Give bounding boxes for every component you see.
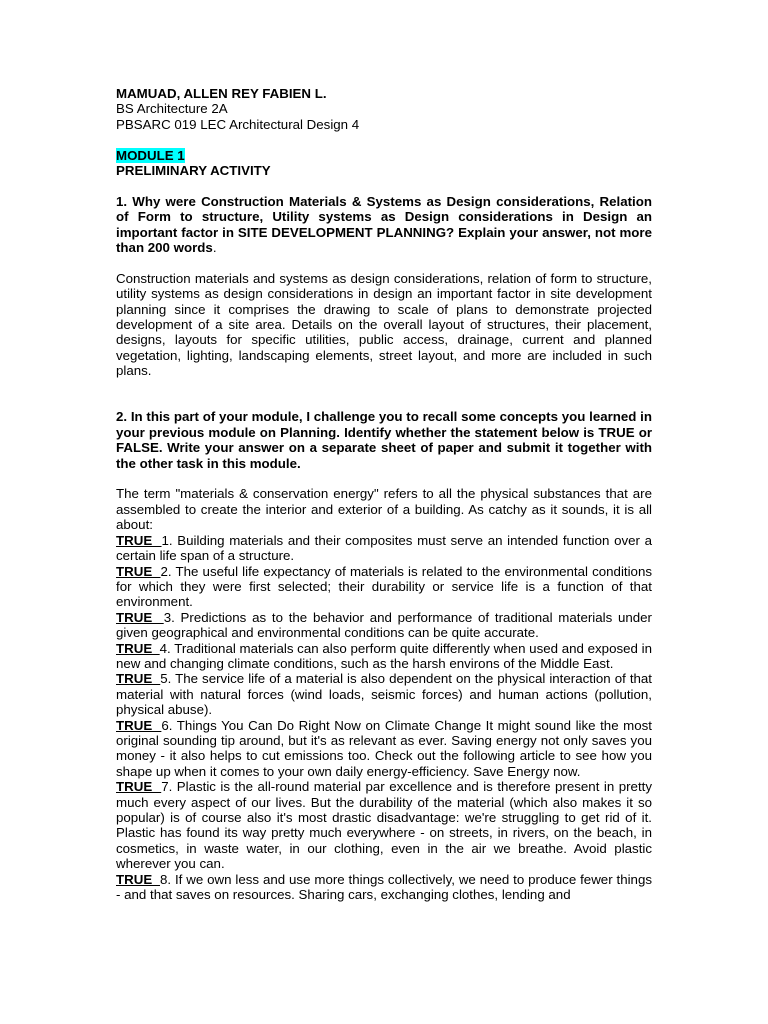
list-item bbox=[116, 718, 652, 780]
item-answer: TRUE bbox=[116, 640, 160, 656]
spacer bbox=[116, 394, 652, 409]
question-2-intro: The term "materials & conservation energy" refers to all the physical substances that are assembled to create the interior and exterior of a building. As catchy as it sounds, it is all about: bbox=[116, 486, 652, 533]
spacer bbox=[116, 132, 652, 147]
list-item bbox=[116, 641, 652, 672]
student-program: BS Architecture 2A bbox=[116, 101, 228, 117]
item-text: 4. Traditional materials can also perform quite differently when used and exposed in new and changing climate conditions, such as the harsh environs of the Middle East. bbox=[116, 640, 652, 671]
list-item bbox=[116, 779, 652, 871]
list-item bbox=[116, 671, 652, 717]
item-answer: TRUE bbox=[116, 532, 162, 548]
list-item bbox=[116, 610, 652, 641]
item-text: 1. Building materials and their composites must serve an intended function over a certain life span of a structure. bbox=[116, 532, 652, 564]
item-answer: TRUE bbox=[116, 671, 161, 687]
course-title: PBSARC 019 LEC Architectural Design 4 bbox=[116, 116, 360, 132]
document-content bbox=[116, 86, 652, 902]
student-name: MAMUAD, ALLEN REY FABIEN L. bbox=[116, 86, 327, 101]
item-answer: TRUE bbox=[116, 609, 164, 625]
item-answer: TRUE bbox=[116, 563, 161, 579]
item-text: 8. If we own less and use more things collectively, we need to produce fewer things - and that saves on resources. Sharing cars, exchanging clothes, lending and bbox=[116, 871, 652, 903]
item-answer: TRUE bbox=[116, 779, 162, 795]
item-text: 2. The useful life expectancy of materials is related to the environmental conditions for which they were first selected; their durability or service life is a function of that environment. bbox=[116, 563, 652, 610]
module-heading bbox=[116, 148, 652, 163]
question-2-prompt: 2. In this part of your module, I challenge you to recall some concepts you learned in your previous module on Planning. Identify whether the statement below is TRUE or FALSE. Write your answer on a separate sheet of paper and submit it together with the other task in this module. bbox=[116, 409, 652, 471]
question-1-period: . bbox=[212, 240, 217, 256]
item-answer: TRUE bbox=[116, 871, 160, 887]
item-answer: TRUE bbox=[116, 717, 162, 733]
item-text: 7. Plastic is the all-round material par excellence and is therefore present in pretty much every aspect of our lives. But the durability of the material (which also makes it so popular) is of course also it's most drastic disadvantage: we're struggling to get rid of it. Plastic has found its way pretty much everywhere - on streets, in rivers, on the beach, in cosmetics, in waste water, in our clothing, even in the air we breathe. Avoid plastic wherever you can. bbox=[116, 779, 652, 872]
module-label: MODULE 1 bbox=[116, 147, 185, 163]
module-subtitle: PRELIMINARY ACTIVITY bbox=[116, 163, 271, 179]
list-item bbox=[116, 564, 652, 610]
spacer bbox=[116, 178, 652, 193]
question-1-text: 1. Why were Construction Materials & Systems as Design considerations, Relation of Form to structure, Utility systems as Design considerations in Design an important factor in SITE DEVELOPMENT PLANNING? Explain your answer, not more than 200 words bbox=[116, 193, 652, 256]
item-text: 3. Predictions as to the behavior and performance of traditional materials under given geographical and environmental conditions can be quite accurate. bbox=[116, 609, 652, 641]
list-item bbox=[116, 872, 652, 903]
true-false-list bbox=[116, 533, 652, 903]
spacer bbox=[116, 379, 652, 394]
question-1-prompt bbox=[116, 194, 652, 256]
spacer bbox=[116, 471, 652, 486]
question-1-answer: Construction materials and systems as design considerations, relation of form to structure, utility systems as design considerations in design an important factor in site development planning since it comprises the drawing to scale of plans to demonstrate projected development of a site area. Details on the overall layout of structures, their placement, designs, layouts for specific utilities, public access, drainage, current and planned vegetation, lighting, landscaping elements, street layout, and more are included in such plans. bbox=[116, 270, 652, 379]
item-text: 5. The service life of a material is also dependent on the physical interaction of that material with natural forces (wind loads, seismic forces) and human actions (pollution, physical abuse). bbox=[116, 671, 652, 718]
spacer bbox=[116, 255, 652, 270]
list-item bbox=[116, 533, 652, 564]
item-text: 6. Things You Can Do Right Now on Climate Change It might sound like the most original sounding tip around, but it's as relevant as ever. Saving energy not only saves you money - it also helps to cut emissions too. Check out the following article to see how you shape up when it comes to your own daily energy-efficiency. Save Energy now. bbox=[116, 717, 652, 779]
